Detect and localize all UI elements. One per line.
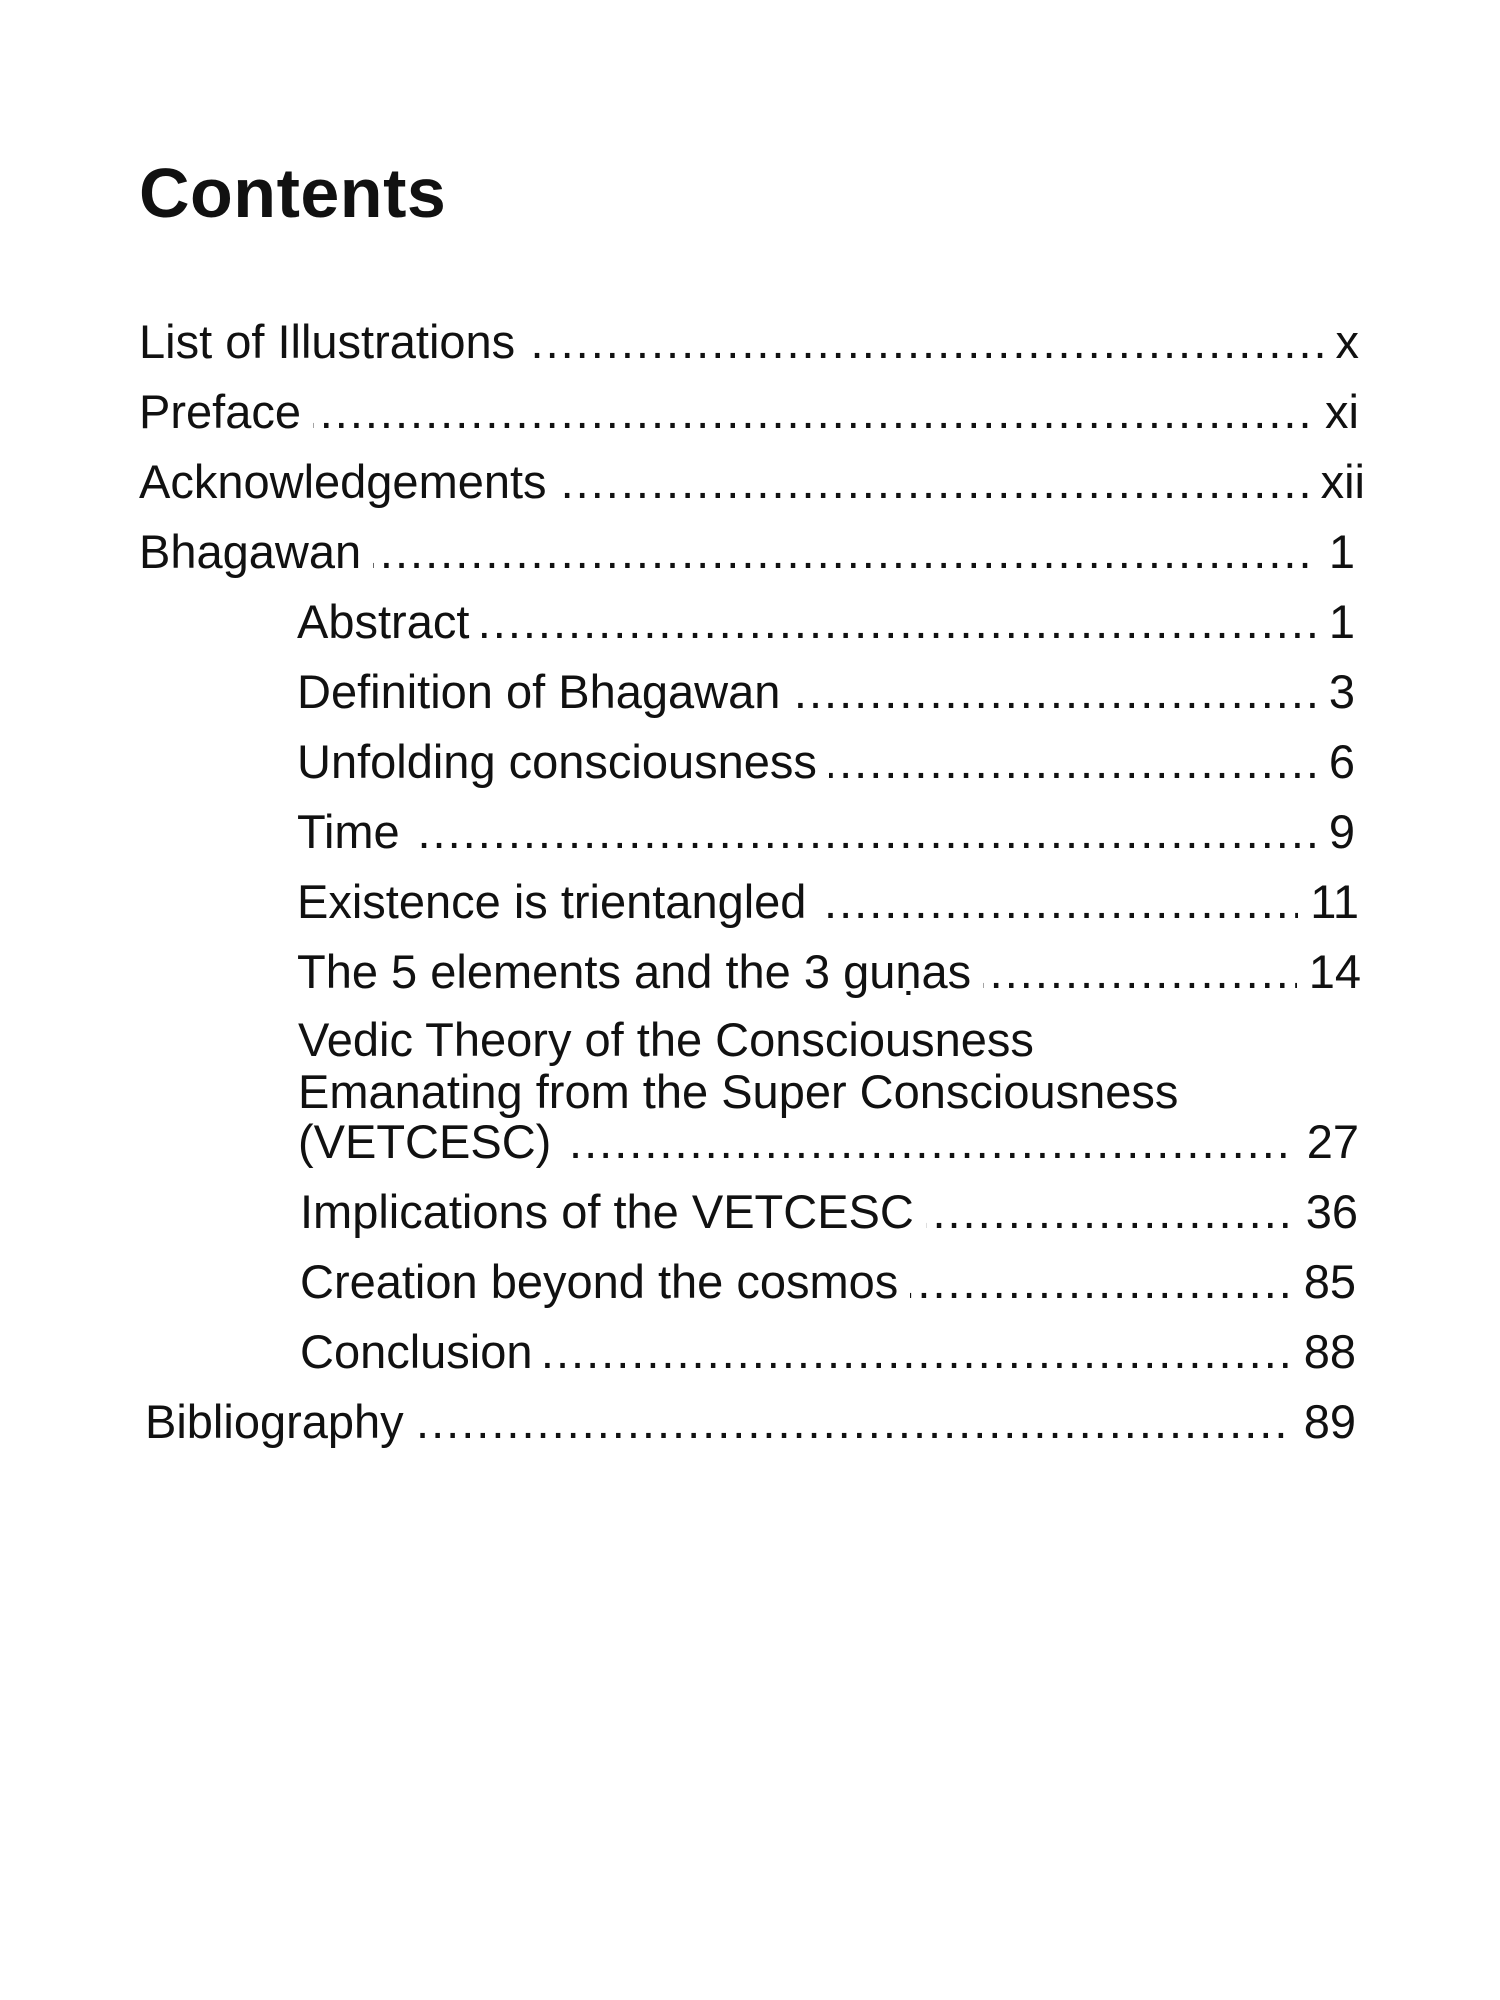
- toc-entry-page: 27: [1295, 1118, 1359, 1165]
- toc-entry-vetcesc-title[interactable]: [298, 1014, 1178, 1118]
- toc-entry-title: Existence is trientangled: [297, 878, 818, 925]
- toc-entry-page: xii: [1309, 458, 1365, 505]
- toc-entry-title-line: Vedic Theory of the Consciousness: [298, 1013, 1034, 1066]
- dot-leader: [297, 808, 1355, 855]
- toc-entry-title: Implications of the VETCESC: [300, 1188, 926, 1235]
- toc-entry-title-line: Emanating from the Super Consciousness: [298, 1065, 1179, 1118]
- toc-entry-title: Preface: [139, 388, 313, 435]
- toc-entry-title: Bibliography: [145, 1398, 416, 1445]
- toc-entry-title-line: (VETCESC): [298, 1118, 563, 1165]
- toc-entry-page: x: [1324, 318, 1360, 365]
- toc-entry-page: xi: [1313, 388, 1359, 435]
- toc-entry-page: 1: [1317, 598, 1355, 645]
- toc-entry-page: 88: [1292, 1328, 1356, 1375]
- toc-entry-title: Definition of Bhagawan: [297, 668, 792, 715]
- toc-entry-title: Bhagawan: [139, 528, 373, 575]
- toc-entry-page: 9: [1317, 808, 1355, 855]
- toc-entry-title: Time: [297, 808, 412, 855]
- toc-entry-title: Abstract: [297, 598, 481, 645]
- dot-leader: [139, 388, 1359, 435]
- toc-entry-title: Unfolding consciousness: [297, 738, 829, 785]
- page-title: Contents: [139, 154, 447, 232]
- toc-entry-page: 11: [1298, 878, 1359, 925]
- toc-entry-page: 6: [1317, 738, 1355, 785]
- toc-entry-page: 89: [1292, 1398, 1356, 1445]
- toc-entry-title: List of Illustrations: [139, 318, 527, 365]
- toc-entry-title: Creation beyond the cosmos: [300, 1258, 910, 1305]
- toc-entry-page: 3: [1317, 668, 1355, 715]
- toc-entry-page: 36: [1294, 1188, 1358, 1235]
- toc-entry-page: 1: [1317, 528, 1355, 575]
- toc-entry-title: Acknowledgements: [139, 458, 559, 505]
- toc-entry-title: The 5 elements and the 3 guṇas: [297, 948, 983, 995]
- toc-entry-title: Conclusion: [300, 1328, 545, 1375]
- toc-entry-page: 85: [1292, 1258, 1356, 1305]
- toc-entry-page: 14: [1297, 948, 1361, 995]
